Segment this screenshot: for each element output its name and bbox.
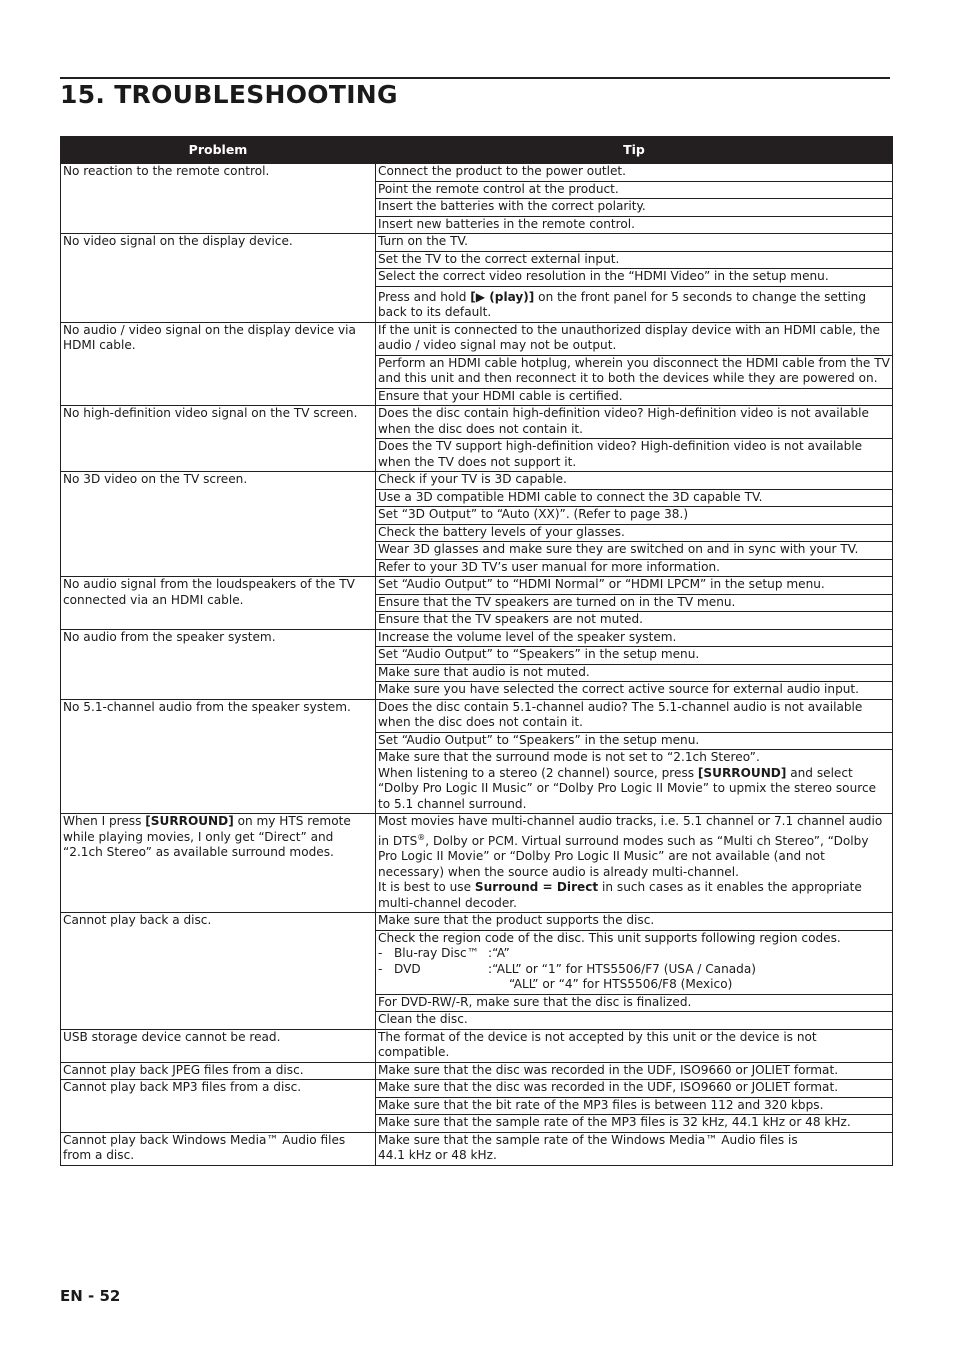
tip-cell: Make sure that the sample rate of the MP3 files is 32 kHz, 44.1 kHz or 48 kHz. <box>376 1115 893 1133</box>
tip-cell: Does the disc contain 5.1-channel audio? The 5.1-channel audio is not available when the disc does not contain it. <box>376 699 893 732</box>
problem-cell <box>61 814 376 913</box>
tip-cell: Does the TV support high-definition video? High-definition video is not available when the TV does not support it. <box>376 439 893 472</box>
list-dash: - <box>378 961 383 976</box>
tip-column-header: Tip <box>376 137 893 164</box>
table-row <box>61 577 893 595</box>
tip-cell <box>376 1132 893 1165</box>
table-row <box>61 406 893 439</box>
tip-cell: Set the TV to the correct external input. <box>376 251 893 269</box>
tip-cell: Check if your TV is 3D capable. <box>376 472 893 490</box>
tip-text: on the front panel for 5 seconds to change the setting back to its default. <box>378 289 867 319</box>
tip-cell: Make sure that the disc was recorded in the UDF, ISO9660 or JOLIET format. <box>376 1080 893 1098</box>
surround-direct-reference: Surround = Direct <box>474 880 599 895</box>
list-dash: - <box>378 946 383 961</box>
region-line-dvd <box>378 962 890 978</box>
tip-cell: Point the remote control at the product. <box>376 181 893 199</box>
tip-cell: Refer to your 3D TV’s user manual for more information. <box>376 559 893 577</box>
problem-cell: No audio from the speaker system. <box>61 629 376 699</box>
tip-text: Make sure that the surround mode is not set to “2.1ch Stereo”. <box>378 750 760 764</box>
page-title: 15. TROUBLESHOOTING <box>60 80 398 109</box>
tip-text: When listening to a stereo (2 channel) source, press <box>378 765 698 780</box>
tip-cell: Increase the volume level of the speaker system. <box>376 629 893 647</box>
problem-cell: Cannot play back JPEG files from a disc. <box>61 1062 376 1080</box>
title-rule <box>60 77 890 79</box>
tip-cell: Set “Audio Output” to “HDMI Normal” or “HDMI LPCM” in the setup menu. <box>376 577 893 595</box>
region-value: :“A” <box>488 946 510 961</box>
tip-text: and select “Dolby Pro Logic II Music” or “Dolby Pro Logic II Movie” to upmix the stereo source to 5.1 channel surround. <box>378 765 877 811</box>
problem-cell: No audio signal from the loudspeakers of the TV connected via an HDMI cable. <box>61 577 376 630</box>
registered-mark: ® <box>417 832 426 842</box>
table-row <box>61 1062 893 1080</box>
tip-cell: Make sure you have selected the correct active source for external audio input. <box>376 682 893 700</box>
tip-cell: Make sure that the product supports the disc. <box>376 913 893 931</box>
table-row <box>61 1029 893 1062</box>
page-number: EN - 52 <box>60 1287 121 1305</box>
tip-cell <box>376 930 893 994</box>
problem-column-header: Problem <box>61 137 376 164</box>
table-row <box>61 814 893 913</box>
tip-cell: Connect the product to the power outlet. <box>376 164 893 182</box>
problem-cell: Cannot play back MP3 files from a disc. <box>61 1080 376 1133</box>
tip-cell: Wear 3D glasses and make sure they are switched on and in sync with your TV. <box>376 542 893 560</box>
tip-cell: Insert new batteries in the remote control. <box>376 216 893 234</box>
tip-cell: Ensure that your HDMI cable is certified. <box>376 388 893 406</box>
tip-text: It is best to use <box>378 880 475 895</box>
problem-cell: No video signal on the display device. <box>61 234 376 323</box>
tip-text: 44.1 kHz or 48 kHz. <box>378 1148 497 1163</box>
problem-cell: No high-definition video signal on the TV screen. <box>61 406 376 472</box>
problem-cell: USB storage device cannot be read. <box>61 1029 376 1062</box>
tip-cell <box>376 750 893 814</box>
problem-text: When I press <box>63 814 146 828</box>
table-row <box>61 164 893 182</box>
tip-cell: Insert the batteries with the correct polarity. <box>376 199 893 217</box>
table-row <box>61 322 893 355</box>
tip-cell: For DVD-RW/-R, make sure that the disc is finalized. <box>376 994 893 1012</box>
tip-cell: The format of the device is not accepted by this unit or the device is not compatible. <box>376 1029 893 1062</box>
region-value: :“ALL” or “1” for HTS5506/F7 (USA / Canada) <box>488 961 756 976</box>
problem-cell: No audio / video signal on the display device via HDMI cable. <box>61 322 376 406</box>
tip-cell: Ensure that the TV speakers are turned on in the TV menu. <box>376 594 893 612</box>
tip-text: , Dolby or PCM. Virtual surround modes such as “Multi ch Stereo”, “Dolby Pro Logic II Movie” or “Dolby Pro Logic II Music” are not available (and not necessary) when the source audio is already multi-channel. <box>378 833 869 879</box>
troubleshooting-table <box>60 136 893 1166</box>
problem-cell: Cannot play back a disc. <box>61 913 376 1030</box>
tip-text: in such cases as it enables the appropriate multi-channel decoder. <box>378 880 862 910</box>
region-line-bluray <box>378 946 890 962</box>
table-header-row <box>61 137 893 164</box>
tip-cell: If the unit is connected to the unauthorized display device with an HDMI cable, the audio / video signal may not be output. <box>376 322 893 355</box>
tip-cell: Make sure that the disc was recorded in the UDF, ISO9660 or JOLIET format. <box>376 1062 893 1080</box>
surround-button-reference: [SURROUND] <box>145 814 234 828</box>
problem-cell: No 5.1-channel audio from the speaker system. <box>61 699 376 814</box>
region-intro: Check the region code of the disc. This unit supports following region codes. <box>378 930 841 945</box>
table-row <box>61 472 893 490</box>
region-value: “ALL” or “4” for HTS5506/F8 (Mexico) <box>509 977 733 992</box>
problem-cell: No 3D video on the TV screen. <box>61 472 376 577</box>
play-button-reference: [▶ (play)] <box>470 289 535 304</box>
table-row <box>61 699 893 732</box>
tip-cell: Turn on the TV. <box>376 234 893 252</box>
tip-cell: Perform an HDMI cable hotplug, wherein you disconnect the HDMI cable from the TV and this unit and then reconnect it to both the devices while they are powered on. <box>376 355 893 388</box>
tip-text: Make sure that the sample rate of the Windows Media™ Audio files is <box>378 1132 798 1147</box>
tip-cell: Make sure that the bit rate of the MP3 files is between 112 and 320 kbps. <box>376 1097 893 1115</box>
tip-cell: Set “3D Output” to “Auto (XX)”. (Refer to page 38.) <box>376 507 893 525</box>
tip-cell: Select the correct video resolution in the “HDMI Video” in the setup menu. <box>376 269 893 287</box>
problem-cell: Cannot play back Windows Media™ Audio files from a disc. <box>61 1132 376 1165</box>
tip-cell: Clean the disc. <box>376 1012 893 1030</box>
tip-cell: Set “Audio Output” to “Speakers” in the setup menu. <box>376 647 893 665</box>
region-label: Blu-ray Disc™ <box>394 946 479 961</box>
table-row <box>61 913 893 931</box>
surround-button-reference: [SURROUND] <box>697 765 787 780</box>
tip-text: Most movies have multi-channel audio tracks, i.e. 5.1 channel or 7.1 channel audio in DTS <box>378 814 883 848</box>
table-row <box>61 629 893 647</box>
tip-cell <box>376 814 893 913</box>
tip-text: Press and hold <box>378 289 471 304</box>
tip-cell <box>376 286 893 322</box>
region-line-dvd-mexico <box>378 977 890 993</box>
table-row <box>61 234 893 252</box>
tip-cell: Use a 3D compatible HDMI cable to connect the 3D capable TV. <box>376 489 893 507</box>
tip-cell: Make sure that audio is not muted. <box>376 664 893 682</box>
tip-cell: Set “Audio Output” to “Speakers” in the setup menu. <box>376 732 893 750</box>
problem-text: on my HTS remote while playing movies, I only get “Direct” and “2.1ch Stereo” as available surround modes. <box>63 814 351 859</box>
tip-cell: Check the battery levels of your glasses. <box>376 524 893 542</box>
table-row <box>61 1132 893 1165</box>
problem-cell: No reaction to the remote control. <box>61 164 376 234</box>
tip-cell: Does the disc contain high-definition video? High-definition video is not available when the disc does not contain it. <box>376 406 893 439</box>
region-label: DVD <box>394 961 421 976</box>
tip-cell: Ensure that the TV speakers are not muted. <box>376 612 893 630</box>
table-row <box>61 1080 893 1098</box>
